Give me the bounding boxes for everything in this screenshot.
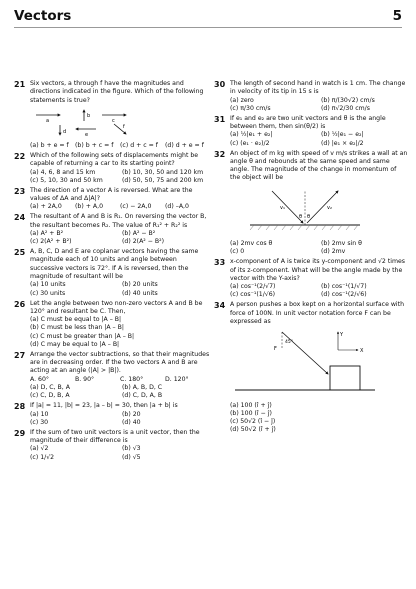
option-d[interactable]: (d) 2(A² − B²) [122, 238, 165, 246]
option-b[interactable]: (b) A, B, D, C [122, 384, 163, 392]
question-text: Which of the following sets of displacements might be capable of returning a car to its starting point? [30, 152, 199, 168]
question-21 [14, 80, 210, 150]
options [30, 316, 210, 349]
options [230, 131, 408, 148]
option-d[interactable]: (d) 50√2 (î + ĵ) [230, 426, 276, 434]
option-d[interactable]: (d) π√2/30 cm/s [321, 104, 370, 112]
question-number: 34 [214, 301, 226, 311]
label-v2: v₂ [327, 204, 332, 211]
option-c[interactable]: (c) C, D, B, A [30, 392, 70, 400]
option-b[interactable]: (b) b + c = f [75, 142, 114, 150]
question-text: Arrange the vector subtractions, so that their magnitudes are in decreasing order. If the two vectors A and B are acting at an angle (|A| > |B|). [30, 350, 210, 375]
option-a[interactable]: (a) zero [230, 96, 254, 104]
question-text: The direction of a vector A is reversed. What are the values of ΔA and Δ|A|? [30, 186, 193, 203]
option-a[interactable]: (a) 2mv cos θ [230, 240, 273, 248]
question-24 [14, 213, 210, 246]
option-c[interactable]: (c) 0 [230, 248, 245, 256]
options [230, 402, 408, 435]
left-column [14, 80, 210, 464]
page-number: 5 [392, 8, 402, 24]
option-b[interactable]: (b) C must be less than |A – B| [30, 324, 124, 332]
label-angle: 45° [285, 340, 293, 346]
question-31 [214, 115, 408, 148]
options [230, 97, 408, 114]
options [230, 240, 408, 257]
header-rule [14, 27, 402, 28]
option-d[interactable]: (d) √5 [122, 453, 141, 461]
option-a[interactable]: (a) D, C, B, A [30, 384, 70, 392]
option-c[interactable]: (c) 30 [30, 418, 49, 426]
options [30, 169, 210, 186]
question-text: x-component of A is twice its y-component and √2 times of its z-component. What will be the angle made by the vector with the Y-axis? [230, 258, 406, 282]
question-number: 30 [214, 80, 226, 89]
question-text: Six vectors, a through f have the magnitudes and directions indicated in the figure. Which of the following statements is true? [30, 80, 204, 104]
option-b[interactable]: (b) 20 [122, 410, 141, 418]
chapter-title: Vectors [14, 8, 72, 24]
label-f: f [123, 123, 125, 130]
option-b[interactable]: (b) ½|e₁ − e₂| [321, 131, 364, 139]
question-33 [214, 258, 408, 299]
label-y: Y [340, 332, 344, 339]
option-c[interactable]: (c) C must be greater than |A – B| [30, 332, 135, 340]
angle-list [30, 376, 210, 384]
question-30 [214, 80, 408, 113]
question-number: 23 [14, 186, 26, 196]
label-d: d [63, 128, 67, 135]
option-c[interactable]: (c) (e₁ · e₂)/2 [230, 139, 270, 147]
option-c[interactable]: (c) 2(A² + B²) [30, 238, 72, 246]
question-26 [14, 300, 210, 350]
option-b[interactable]: (b) 2mv sin θ [321, 240, 362, 248]
question-22 [14, 152, 210, 185]
angle-item: A. 60° [30, 375, 50, 383]
question-23 [14, 187, 210, 212]
label-theta-1: θ [299, 213, 303, 220]
angle-item: D. 120° [165, 375, 189, 383]
option-d[interactable]: (d) d + e = f [165, 142, 204, 150]
label-x: X [360, 348, 364, 355]
option-a[interactable]: (a) 10 [30, 410, 49, 418]
option-a[interactable]: (a) A² + B² [30, 229, 64, 237]
question-number: 29 [14, 428, 26, 438]
option-a[interactable]: (a) b + e = f [30, 142, 69, 150]
option-d[interactable]: (d) C may be equal to |A – B| [30, 340, 120, 348]
label-e: e [85, 131, 89, 137]
right-column [214, 80, 408, 436]
option-d[interactable]: (d) |e₁ × e₂|/2 [321, 139, 364, 147]
question-32 [214, 150, 408, 257]
options [30, 203, 210, 211]
question-text: The length of second hand in watch is 1 cm. The change in velocity of its tip in 15 s is [230, 80, 406, 96]
label-a: a [46, 117, 50, 124]
option-d[interactable]: (d) 2mv [321, 248, 346, 256]
options [30, 445, 210, 462]
question-34 [214, 301, 408, 434]
angle-item: C. 180° [120, 375, 144, 383]
option-b[interactable]: (b) cos⁻¹(1/√7) [321, 283, 367, 291]
question-text: Let the angle between two non-zero vectors A and B be 120° and resultant be C. Then, [30, 299, 203, 315]
options [30, 411, 210, 428]
option-c[interactable]: (c) 5, 10, 30 and 50 km [30, 176, 103, 184]
question-number: 21 [14, 80, 26, 89]
question-number: 32 [214, 149, 226, 159]
question-27 [14, 351, 210, 401]
option-b[interactable]: (b) A² − B² [122, 229, 156, 237]
wall-rebound-figure [230, 185, 380, 235]
label-v1: v₁ [280, 204, 285, 211]
option-a[interactable]: (a) 100 (î + ĵ) [230, 401, 272, 409]
option-b[interactable]: (b) √3 [122, 445, 141, 453]
option-d[interactable]: (d) cos⁻¹(2/√6) [321, 291, 367, 299]
option-c[interactable]: (c) cos⁻¹(1/√6) [230, 291, 276, 299]
question-text: The resultant of A and B is R₁. On reversing the vector B, the resultant becomes R₂. The value of R₁² + R₂² is [30, 213, 207, 229]
wall-hatch [250, 225, 358, 230]
option-a[interactable]: (a) 4, 6, 8 and 15 km [30, 168, 96, 176]
option-a[interactable]: (a) + 2A,0 [30, 203, 62, 211]
option-a[interactable]: (a) 10 units [30, 281, 66, 289]
question-number: 22 [14, 152, 26, 162]
question-number: 25 [14, 248, 26, 258]
label-c: c [112, 117, 115, 124]
force-vector [282, 332, 328, 374]
option-b[interactable]: (b) π/(30√2) cm/s [321, 96, 375, 104]
question-text: If |a| = 11, |b| = 23, |a – b| = 30, then |a + b| is [30, 402, 178, 410]
question-text: An object of m kg with speed of v m/s strikes a wall at an angle θ and rebounds at the same speed and same angle. The magnitude of the change in momentum of the object will be [230, 149, 408, 182]
box-push-figure [230, 328, 380, 396]
question-text: If e₁ and e₂ are two unit vectors and θ is the angle between them, then sin(θ/2) is [230, 114, 386, 131]
option-b[interactable]: (b) 20 units [122, 281, 158, 289]
option-a[interactable]: (a) ½|e₁ + e₂| [230, 131, 273, 139]
option-d[interactable]: (d) C, D, A, B [122, 392, 163, 400]
option-d[interactable]: (d) –A,0 [165, 203, 189, 211]
label-theta-2: θ [307, 213, 311, 220]
option-c[interactable]: (c) − 2A,0 [120, 203, 152, 211]
options [30, 230, 210, 247]
option-d[interactable]: (d) 50, 50, 75 and 200 km [122, 176, 204, 184]
question-number: 31 [214, 114, 226, 124]
angle-item: B. 90° [75, 375, 95, 383]
question-25 [14, 248, 210, 298]
question-text: A person pushes a box kept on a horizontal surface with force of 100N. In unit vector notation force F can be expressed as [230, 301, 404, 325]
question-number: 33 [214, 258, 226, 268]
option-a[interactable]: (a) cos⁻¹(2/√7) [230, 283, 276, 291]
option-c[interactable]: (c) 50√2 (î − ĵ) [230, 418, 276, 426]
question-number: 24 [14, 213, 26, 223]
options [30, 142, 210, 150]
box [330, 366, 360, 390]
option-c[interactable]: (c) π/30 cm/s [230, 104, 271, 112]
question-number: 27 [14, 350, 26, 360]
question-text: If the sum of two unit vectors is a unit vector, then the magnitude of their difference is [30, 428, 200, 445]
option-a[interactable]: (a) √2 [30, 445, 49, 453]
question-number: 28 [14, 402, 26, 412]
question-number: 26 [14, 299, 26, 309]
label-f: F [274, 346, 277, 353]
options [230, 283, 408, 300]
options [30, 384, 210, 401]
question-29 [14, 429, 210, 462]
options [30, 281, 210, 298]
option-b[interactable]: (b) 100 (î − ĵ) [230, 409, 272, 417]
option-d[interactable]: (d) 40 units [122, 289, 158, 297]
option-b[interactable]: (b) 10, 30, 50 and 120 km [122, 168, 204, 176]
label-b: b [87, 112, 91, 119]
question-text: A, B, C, D and E are coplanar vectors having the same magnitude each of 10 units and angle between successive vectors is 72°. If A is reversed, then the magnitude of resultant will be [30, 248, 199, 281]
option-d[interactable]: (d) 40 [122, 418, 141, 426]
vectors-figure [30, 107, 150, 137]
question-28 [14, 402, 210, 427]
option-c[interactable]: (c) 1/√2 [30, 453, 55, 461]
option-b[interactable]: (b) + A,0 [75, 203, 104, 211]
option-c[interactable]: (c) 30 units [30, 289, 66, 297]
option-c[interactable]: (c) d + c = f [120, 142, 158, 150]
option-a[interactable]: (a) C must be equal to |A – B| [30, 316, 122, 324]
rebound-vector [307, 191, 338, 223]
